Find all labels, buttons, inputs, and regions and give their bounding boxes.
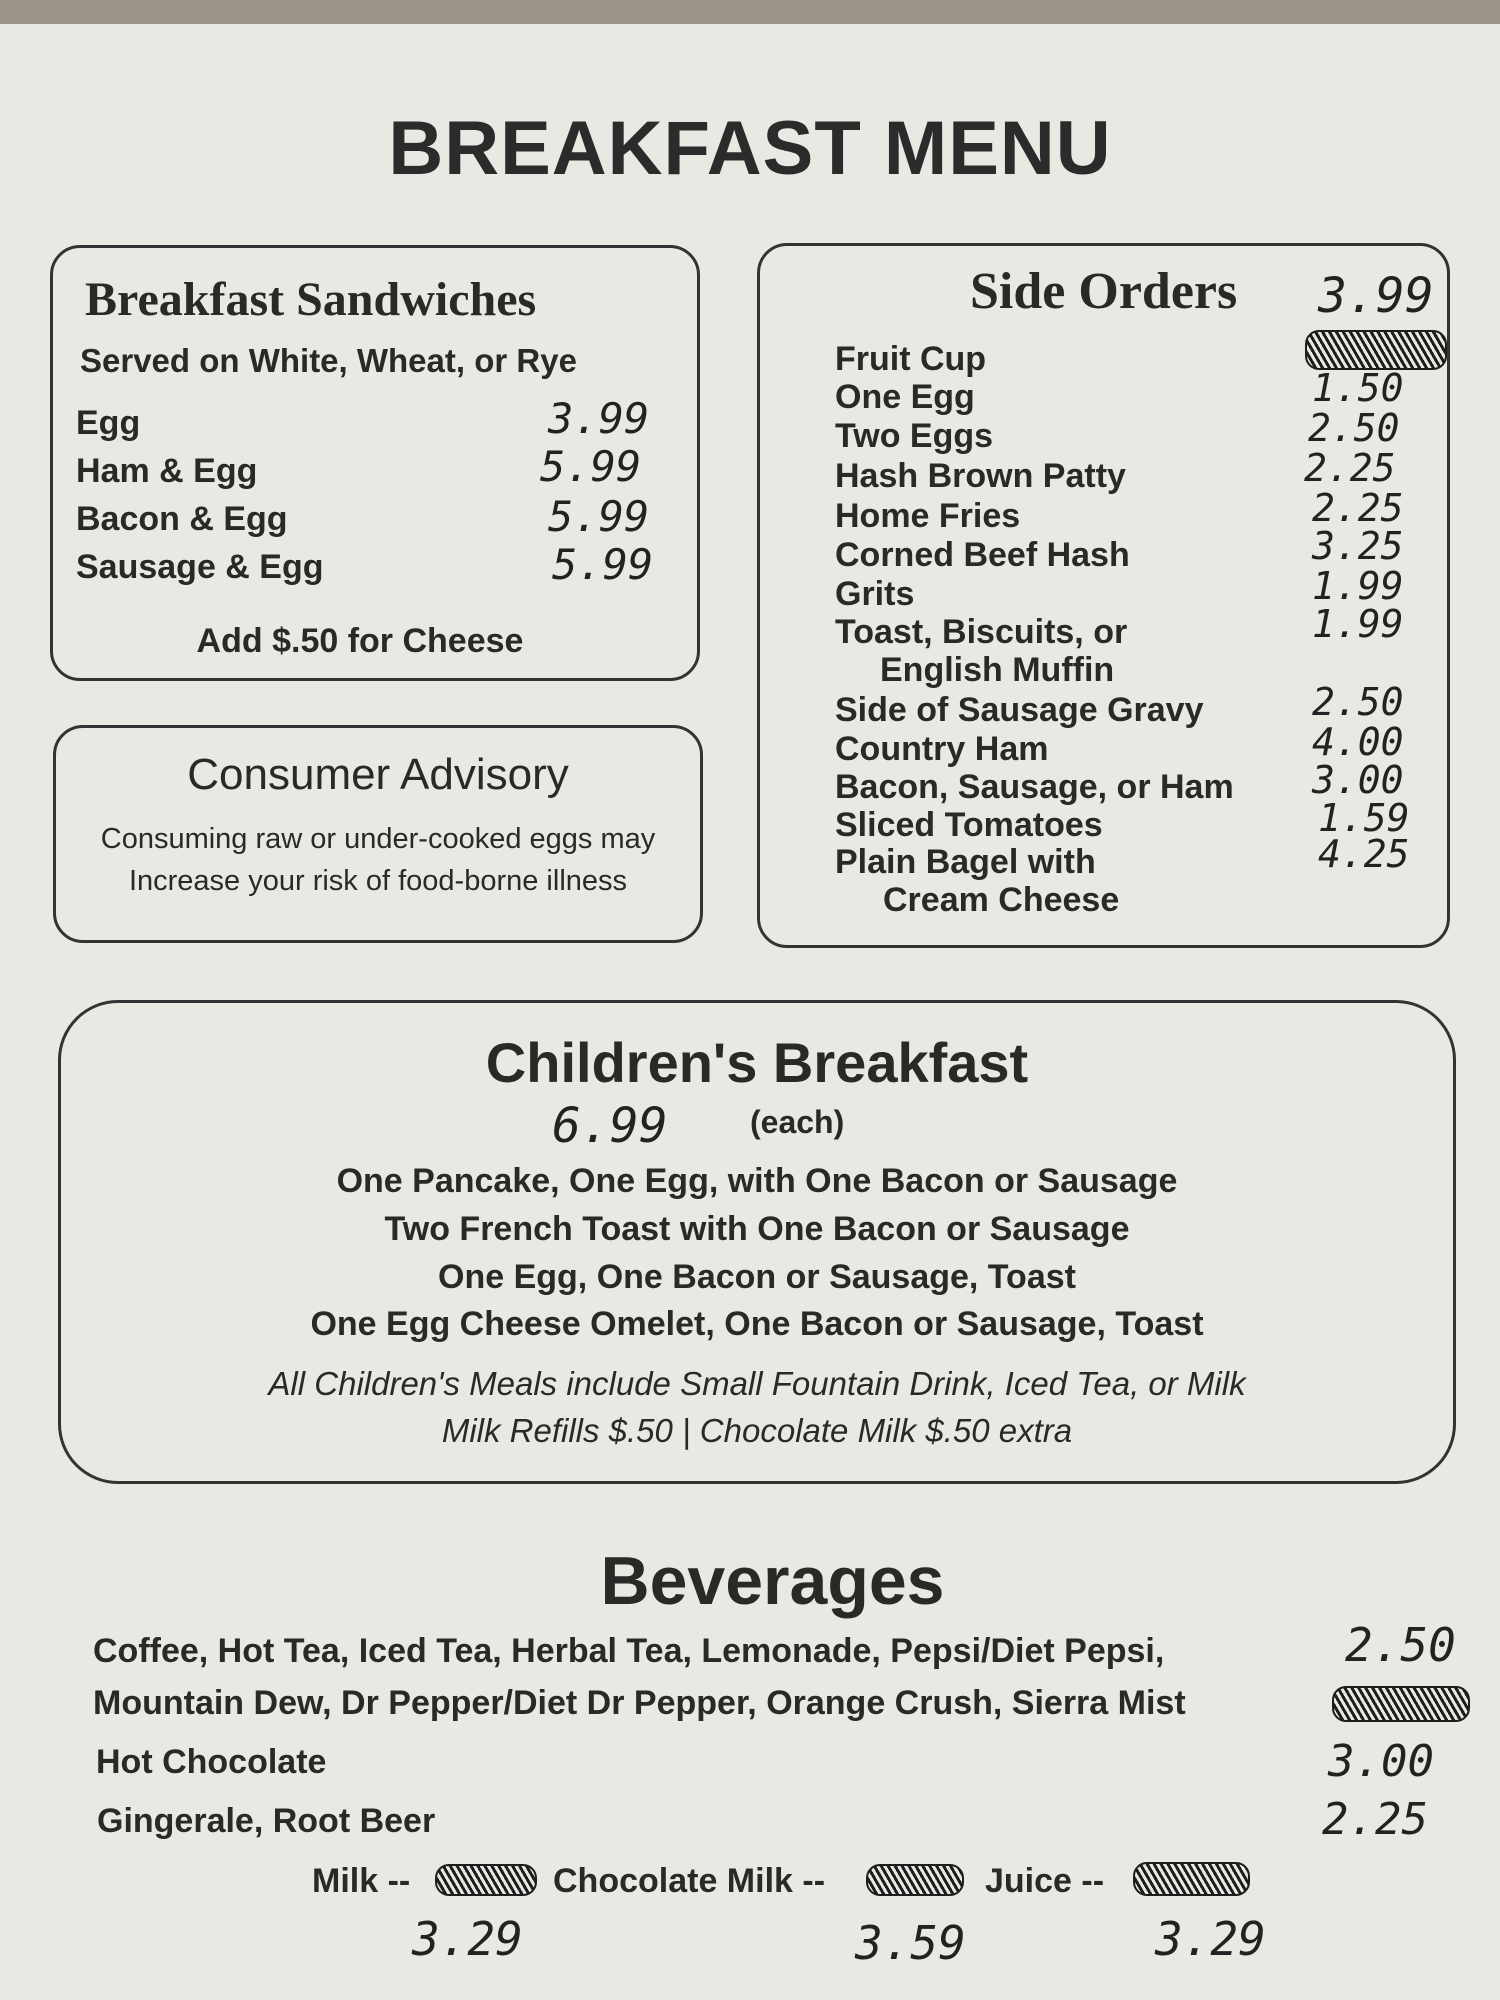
childrens-note-1: All Children's Meals include Small Fountain Drink, Iced Tea, or Milk — [268, 1365, 1246, 1402]
side-item-name: Plain Bagel with — [835, 843, 1096, 881]
sandwich-item-name: Bacon & Egg — [76, 500, 288, 538]
crossed-out-price — [1133, 1862, 1250, 1896]
juice-label: Juice -- — [985, 1862, 1105, 1900]
milk-price: 3.29 — [412, 1912, 523, 1966]
side-item-price: 4.25 — [1318, 832, 1410, 876]
juice-price: 3.29 — [1155, 1912, 1266, 1966]
chocolate-milk-label: Chocolate Milk -- — [553, 1862, 826, 1900]
side-item-name: One Egg — [835, 378, 975, 416]
side-item-name: Home Fries — [835, 497, 1021, 535]
childrens-item: One Egg Cheese Omelet, One Bacon or Sausage, Toast — [310, 1305, 1204, 1343]
beverage-item-name: Coffee, Hot Tea, Iced Tea, Herbal Tea, Lemonade, Pepsi/Diet Pepsi, — [93, 1632, 1165, 1670]
childrens-item: One Pancake, One Egg, with One Bacon or Sausage — [336, 1162, 1178, 1200]
sandwiches-heading: Breakfast Sandwiches — [85, 273, 537, 326]
chocolate-milk-price: 3.59 — [855, 1916, 966, 1970]
side-item-price: 3.25 — [1312, 524, 1404, 568]
beverages-heading: Beverages — [600, 1543, 945, 1619]
crossed-out-price — [1332, 1686, 1470, 1722]
side-item-price: 2.50 — [1308, 406, 1400, 450]
side-item-name: Hash Brown Patty — [835, 457, 1126, 495]
sandwich-item-name: Sausage & Egg — [76, 548, 324, 586]
side-orders-heading-price: 3.99 — [1318, 268, 1434, 324]
advisory-line-1: Consuming raw or under-cooked eggs may — [100, 823, 656, 855]
beverage-item-price: 3.00 — [1328, 1736, 1434, 1787]
sandwich-item-name: Ham & Egg — [76, 452, 258, 490]
side-item-name: Grits — [835, 575, 915, 613]
side-orders-heading: Side Orders — [970, 263, 1238, 320]
childrens-item: One Egg, One Bacon or Sausage, Toast — [438, 1258, 1076, 1296]
side-item-name: Two Eggs — [835, 417, 994, 455]
crossed-out-price — [1305, 330, 1447, 370]
side-item-price: 1.50 — [1312, 366, 1404, 410]
side-item-name: Bacon, Sausage, or Ham — [835, 768, 1234, 806]
side-item-price: 1.99 — [1312, 564, 1404, 608]
beverage-item-price: 2.50 — [1345, 1618, 1456, 1672]
side-item-price: 2.50 — [1312, 680, 1404, 724]
sandwich-item-price: 5.99 — [552, 540, 654, 589]
side-item-name: Side of Sausage Gravy — [835, 691, 1204, 729]
side-item-price: 3.00 — [1312, 758, 1404, 802]
sandwiches-subheading: Served on White, Wheat, or Rye — [80, 342, 577, 379]
menu-title: BREAKFAST MENU — [388, 106, 1112, 191]
side-item-name: Cream Cheese — [883, 881, 1120, 919]
side-item-name: Country Ham — [835, 730, 1049, 768]
sandwiches-cheese-note: Add $.50 for Cheese — [196, 622, 524, 660]
beverage-item-name: Mountain Dew, Dr Pepper/Diet Dr Pepper, Orange Crush, Sierra Mist — [93, 1684, 1186, 1722]
sandwich-item-price: 5.99 — [548, 492, 650, 541]
beverage-item-name: Hot Chocolate — [96, 1743, 327, 1781]
childrens-price: 6.99 — [552, 1098, 668, 1154]
side-item-name: English Muffin — [880, 651, 1115, 689]
sandwich-item-price: 3.99 — [548, 394, 650, 443]
childrens-heading: Children's Breakfast — [485, 1031, 1029, 1094]
milk-label: Milk -- — [312, 1862, 411, 1900]
sandwich-item-name: Egg — [76, 404, 141, 442]
side-item-name: Fruit Cup — [835, 340, 987, 378]
side-item-name: Sliced Tomatoes — [835, 806, 1103, 844]
childrens-each-label: (each) — [750, 1104, 845, 1140]
childrens-note-2: Milk Refills $.50 | Chocolate Milk $.50 extra — [441, 1412, 1073, 1449]
advisory-heading: Consumer Advisory — [187, 750, 569, 799]
side-item-price: 1.99 — [1312, 602, 1404, 646]
side-item-price: 4.00 — [1312, 720, 1404, 764]
sandwich-item-price: 5.99 — [540, 442, 642, 491]
side-item-name: Corned Beef Hash — [835, 536, 1130, 574]
advisory-line-2: Increase your risk of food-borne illness — [128, 865, 628, 897]
side-item-price: 1.59 — [1318, 796, 1410, 840]
childrens-item: Two French Toast with One Bacon or Sausage — [384, 1210, 1130, 1248]
beverage-item-price: 2.25 — [1322, 1794, 1428, 1845]
side-item-price: 2.25 — [1312, 486, 1404, 530]
side-item-name: Toast, Biscuits, or — [835, 613, 1128, 651]
side-item-price: 2.25 — [1304, 446, 1396, 490]
crossed-out-price — [866, 1864, 964, 1896]
crossed-out-price — [435, 1864, 537, 1896]
beverage-item-name: Gingerale, Root Beer — [97, 1802, 436, 1840]
